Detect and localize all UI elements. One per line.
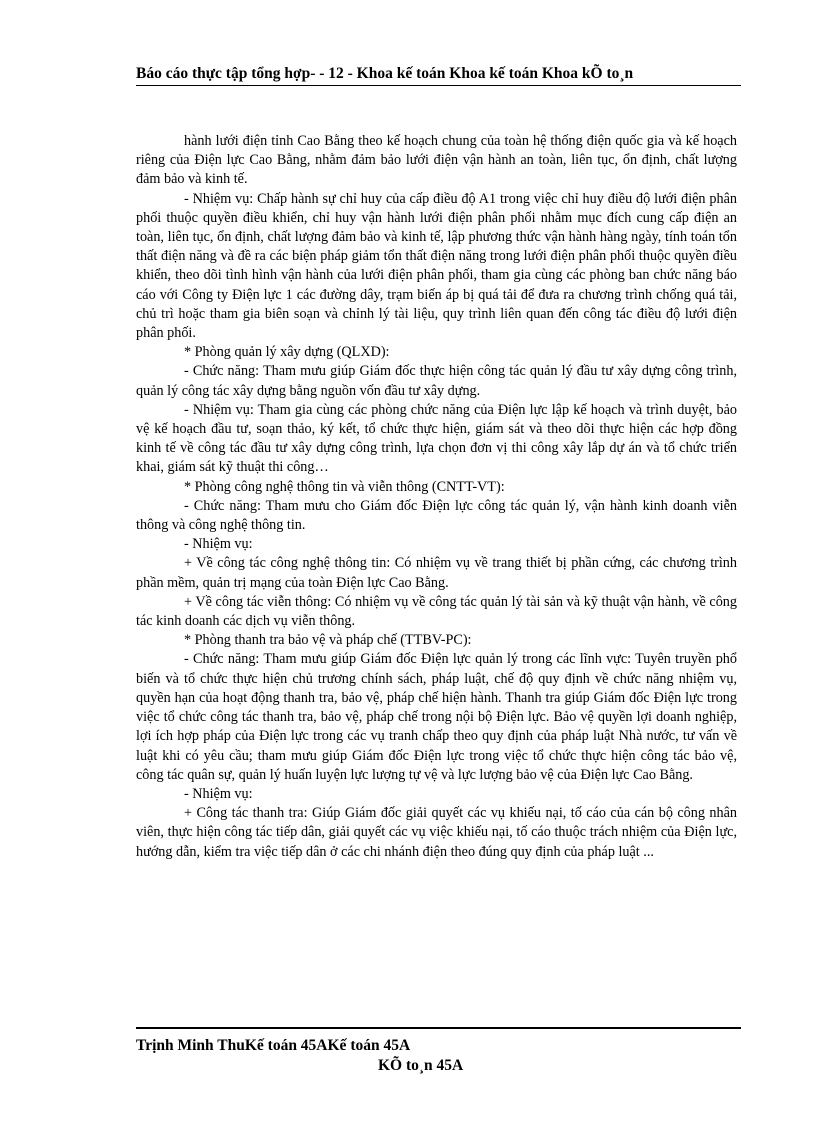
paragraph-10: + Về công tác viễn thông: Có nhiệm vụ về công tác quản lý tài sản và kỹ thuật vận hành, về công tác kinh doanh các dịch vụ viễn thông. [136, 593, 737, 630]
paragraph-8: - Nhiệm vụ: [184, 536, 253, 553]
footer-divider [136, 1027, 741, 1029]
paragraph-7: - Chức năng: Tham mưu cho Giám đốc Điện lực công tác quản lý, vận hành kinh doanh viễn thông và công nghệ thông tin. [136, 497, 737, 534]
paragraph-13: - Nhiệm vụ: [184, 785, 253, 802]
page-header: Báo cáo thực tập tổng hợp- - 12 - Khoa kế toán Khoa kế toán Khoa kÕ to¸n [136, 65, 634, 82]
paragraph-3: * Phòng quản lý xây dựng (QLXD): [184, 344, 390, 361]
paragraph-4: - Chức năng: Tham mưu giúp Giám đốc thực hiện công tác quản lý đầu tư xây dựng công trình, quản lý công tác xây dựng bằng nguồn vốn đầu tư xây dựng. [136, 363, 737, 399]
header-divider [136, 85, 741, 86]
paragraph-12: - Chức năng: Tham mưu giúp Giám đốc Điện lực quản lý trong các lĩnh vực: Tuyên truyền phổ biến và tổ chức thực hiện chủ trương chính sách, pháp luật, chế độ quy định về chức năng nhiệm vụ, quyền hạn của hoạt động thanh tra, bảo vệ, pháp chế hiện hành. Thanh tra giúp Giám đốc Điện lực trong việc tổ chức công tác thanh tra, bảo vệ, pháp chế trong nội bộ Điện lực. Bảo vệ quyền lợi doanh nghiệp, lợi ích hợp pháp của Điện lực trong các vụ tranh chấp theo quy định của pháp luật Nhà nước, tư vấn về luật khi có yêu cầu; tham mưu giúp Giám đốc Điện lực trong việc tổ chức thực hiện công tác bảo vệ, công tác quân sự, quản lý huấn luyện lực lượng tự vệ và lực lượng bảo vệ của Điện lực Cao Bằng. [136, 651, 737, 783]
paragraph-9: + Về công tác công nghệ thông tin: Có nhiệm vụ về trang thiết bị phần cứng, các chương trình phần mềm, quản trị mạng của toàn Điện lực Cao Bằng. [136, 555, 737, 591]
paragraph-5: - Nhiệm vụ: Tham gia cùng các phòng chức năng của Điện lực lập kế hoạch và trình duyệt, bảo vệ kế hoạch đầu tư, soạn thảo, ký kết, tổ chức thực hiện, giám sát và theo dõi thực hiện các hợp đồng kinh tế về công tác đầu tư xây dựng công trình, lựa chọn đơn vị thi công xây lắp dự án và tổ chức triển khai, giám sát kỹ thuật thi công… [136, 401, 737, 476]
footer-class-line: KÕ to¸n 45A [378, 1057, 464, 1074]
paragraph-1: hành lưới điện tỉnh Cao Bằng theo kế hoạch chung của toàn hệ thống điện quốc gia và kế hoạch riêng của Điện lực Cao Bằng, nhằm đảm bảo lưới điện vận hành an toàn, liên tục, ổn định, chất lượng đảm bảo và kinh tế. [136, 133, 737, 188]
paragraph-11: * Phòng thanh tra bảo vệ và pháp chế (TTBV-PC): [184, 632, 472, 649]
paragraph-6: * Phòng công nghệ thông tin và viễn thông (CNTT-VT): [184, 478, 505, 495]
footer-author-line: Trịnh Minh ThuKế toán 45AKế toán 45A [136, 1037, 411, 1054]
paragraph-2: - Nhiệm vụ: Chấp hành sự chỉ huy của cấp điều độ A1 trong việc chỉ huy điều độ lưới điện phân phối thuộc quyền điều khiển, chỉ huy vận hành lưới điện phân phối nhằm mục đích cung cấp điện an toàn, liên tục, ổn định, chất lượng đảm bảo và kinh tế, lập phương thức vận hành hàng ngày, tính toán tổn thất điện năng và đề ra các biện pháp giảm tổn thất điện năng trong lưới điện phân phối thuộc quyền điều khiển, theo dõi tình hình vận hành của lưới điện phân phối, tham gia cùng các phòng ban chức năng báo cáo với Công ty Điện lực 1 các đường dây, trạm biến áp bị quá tải để đưa ra chương trình chống quá tải, chủ trì hoặc tham gia biên soạn và chỉnh lý tài liệu, quy trình liên quan đến công tác điều độ lưới điện phân phối. [136, 190, 737, 342]
document-body [136, 132, 737, 862]
paragraph-14: + Công tác thanh tra: Giúp Giám đốc giải quyết các vụ khiếu nại, tố cáo của cán bộ công nhân viên, thực hiện công tác tiếp dân, giải quyết các vụ việc khiếu nại, tố cáo thuộc trách nhiệm của Điện lực, hướng dẫn, kiểm tra việc tiếp dân ở các chi nhánh điện theo đúng quy định của pháp luật ... [136, 805, 737, 860]
